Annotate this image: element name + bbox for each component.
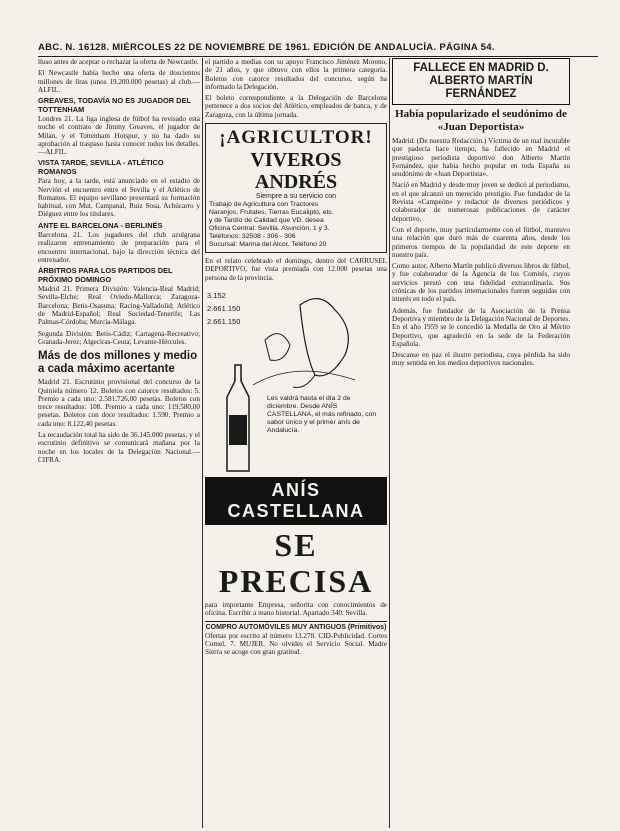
se-precisa-heading: SE PRECISA [218,526,374,599]
article-text: Segunda División: Betis-Cádiz; Cartagena-Recreativo; Granada-Jerez; Algeciras-Ceuta; Levante-Hércules. [38,329,200,346]
column-divider [389,58,390,828]
subheading: GREAVES, TODAVÍA NO ES JUGADOR DEL TOTTENHAM [38,96,191,114]
ad-title: ¡AGRICULTOR! [219,127,373,149]
subheading: ÁRBITROS PARA LOS PARTIDOS DEL PRÓXIMO DOMINGO [38,266,173,284]
article-text: Descanse en paz el ilustre periodista, cuya pérdida ha sido muy sentida en los medios deportivos nacionales. [392,351,570,368]
article-text: Madrid 21. Escrutinio provisional del concurso de la Quiniela número 12. Boletos con catorce resultados: 5. Premio a cada uno: 2.581.726,00 pesetas. Boletos con trece resultados: 108. Premio a cada uno: 119.580,00 pesetas. Boletos con doce resultados: 1.590. Premio a cada uno: 8.122,40 pesetas. [38,378,200,428]
classified-text: Ofertas por escrito al número 13.278. CID-Publicidad. Cortes Comel, 7. MUJER. No olvides el Servicio Social. Madre Sierra se acoge con gran gratitud. [205,631,387,657]
article-text: Para hoy, a la tarde, está anunciado en el estadio de Nervión el encuentro entre el Sevilla y el Atlético de Romanos. El equipo sevillano presentará su formación habitual, con Mut, Campanal, Ruiz Sosa, Achúcarro y Diéguez entre los titulares. [38,177,200,219]
advertisement-viveros [205,123,387,253]
article-text: En el relato celebrado el domingo, dentro del CARRUSEL DEPORTIVO, fue vista premiada con 12.000 pesetas una persona de la provincia. [205,257,387,282]
price-value: 3.152 [207,290,226,300]
price-value: 2.661.150 [207,303,241,313]
article-text: Barcelona 21. Los jugadores del club azulgrana realizaron entrenamiento de preparación para el encuentro internacional, bajo la dirección técnica del entrenador. [38,231,200,265]
article-text: La recaudación total ha sido de 36.145.000 pesetas, y el escrutinio definitivo se comunicará mañana por la noche en los locales de la Delegación Nacional.—CIFRA. [38,431,200,464]
column-divider [202,58,203,828]
castellana-banner: ANÍS CASTELLANA [205,477,387,525]
ad-line: y de Tardío de Calidad que VD. desea [209,217,324,225]
anis-illustration [205,285,387,475]
page-header: ABC. N. 16128. MIÉRCOLES 22 DE NOVIEMBRE DE 1961. EDICIÓN DE ANDALUCÍA. PÁGINA 54. [38,42,598,57]
article-text: Como autor, Alberto Martín publicó diversos libros de fútbol, y fue colaborador de la Agencia de los Comités, cuyos servicios prestó con una fidelidad extraordinaria. Sus crónicas de los partidos internacionales fueron seguidas con interés en todo el país. [392,262,570,304]
ad-subtitle: VIVEROS ANDRÉS [250,149,342,194]
column-right [392,58,570,828]
article-text: Con el deporte, muy particularmente con el fútbol, mantuvo una relación que duró más de cuarenta años, desde los primeros tiempos de la popularidad de este deporte en nuestro país. [392,225,570,259]
ad-note: Siempre a su servicio con [255,193,337,201]
ad-caption: Les valdrá hasta el día 2 de diciembre. Desde ANÍS CASTELLANA, el más refinado, con sabor único y el primer anís de Andalucía. [267,394,377,434]
ad-line: Oficina Central: Sevilla. Asunción, 1 y 3. [209,225,330,233]
obituary-headline: FALLECE EN MADRID D. ALBERTO MARTÍN FERNÁNDEZ [392,58,570,105]
ad-line: Trabajo de Agricultura con Tractores [209,201,319,209]
subheading: ANTE EL BARCELONA - BERLINÉS [38,220,163,230]
classified-text: para importante Empresa, señorita con conocimientos de oficina. Escribir a mano historial. Apartado 340. Sevilla. [205,600,387,618]
article-text: Madrid 21. Primera División: Valencia-Real Madrid; Sevilla-Elche; Real Oviedo-Mallorca; Zaragoza-Barcelona; Betis-Osasuna; Racing-Valladolid; Atlético de Madrid-Español; Real Sociedad-Tenerife; Las Palmas-Córdoba; Murcia-Málaga. [38,285,200,327]
article-text: Nació en Madrid y desde muy joven se dedicó al periodismo, en el que alcanzó un merecido prestigio. Fue fundador de la Revista «Campeón» y redactor de diversos periódicos y colaborador de numerosas publicaciones de carácter deportivo. [392,181,570,223]
classified-title: COMPRO AUTOMÓVILES MUY ANTIGUOS (Primitivos) [205,623,387,631]
article-text: lluso antes de aceptar o rechazar la oferta de Newcastle. [38,58,199,66]
article-text: El boleto correspondiente a la Delegación de Barcelona pertenece a dos socios del Atlético, empleados de banca, y de Zaragoza, con la última jornada. [205,94,387,119]
article-text: El Newcastle había hecho una oferta de doscientos millones de liras (unos 19.200.000 pesetas) al club.—ALFIL. [38,69,200,94]
price-value: 2.661.150 [207,316,241,326]
article-text: el partido a medias con su apoyo Francisco Jiménez Moreno, de 21 años, y que obtuvo con ellos la primera categoría. Boletos con catorce resultados del concurso, según ha informado la Delegación. [205,58,387,91]
article-text: Además, fue fundador de la Asociación de la Prensa Deportiva y miembro de la Delegación Nacional de Deportes. En el año 1959 se le concedió la Medalla de Oro al Mérito Deportivo, que agradeció en la sede de la Federación Española. [392,306,570,348]
column-left [38,58,200,828]
ad-line: Teléfonos: 32508 - 306 - 306 [209,233,296,241]
ad-line: Sucursal: Marina del Alcor. Teléfono 20 [209,241,327,249]
obituary-subhead: Había popularizado el seudónimo de «Juan Deportista» [395,108,567,133]
classified-box [205,621,387,657]
article-headline: Más de dos millones y medio a cada máximo acertante [38,350,198,376]
ad-line: Naranjos, Frutales, Tierras Eucalipto, etc. [209,209,334,217]
column-middle [205,58,387,828]
price-list [207,289,240,328]
article-text: Londres 21. La liga inglesa de fútbol ha revisado esta noche el contrato de Jimmy Greaves, el jugador de Milan, y el Tottenham Hotspur, y no ha dado su aprobación al traspaso hasta conocer todos los detalles.—ALFIL. [38,115,200,157]
article-text: Madrid. (De nuestra Redacción.) Víctima de un mal incurable que padecía hace tiempo, ha fallecido en Madrid el prestigioso periodista deportivo don Alberto Martín Fernández, que había hecho popular en toda España su seudónimo de «Juan Deportista». [392,137,570,179]
subheading: VISTA TARDE, SEVILLA - ATLÉTICO ROMANOS [38,158,164,176]
